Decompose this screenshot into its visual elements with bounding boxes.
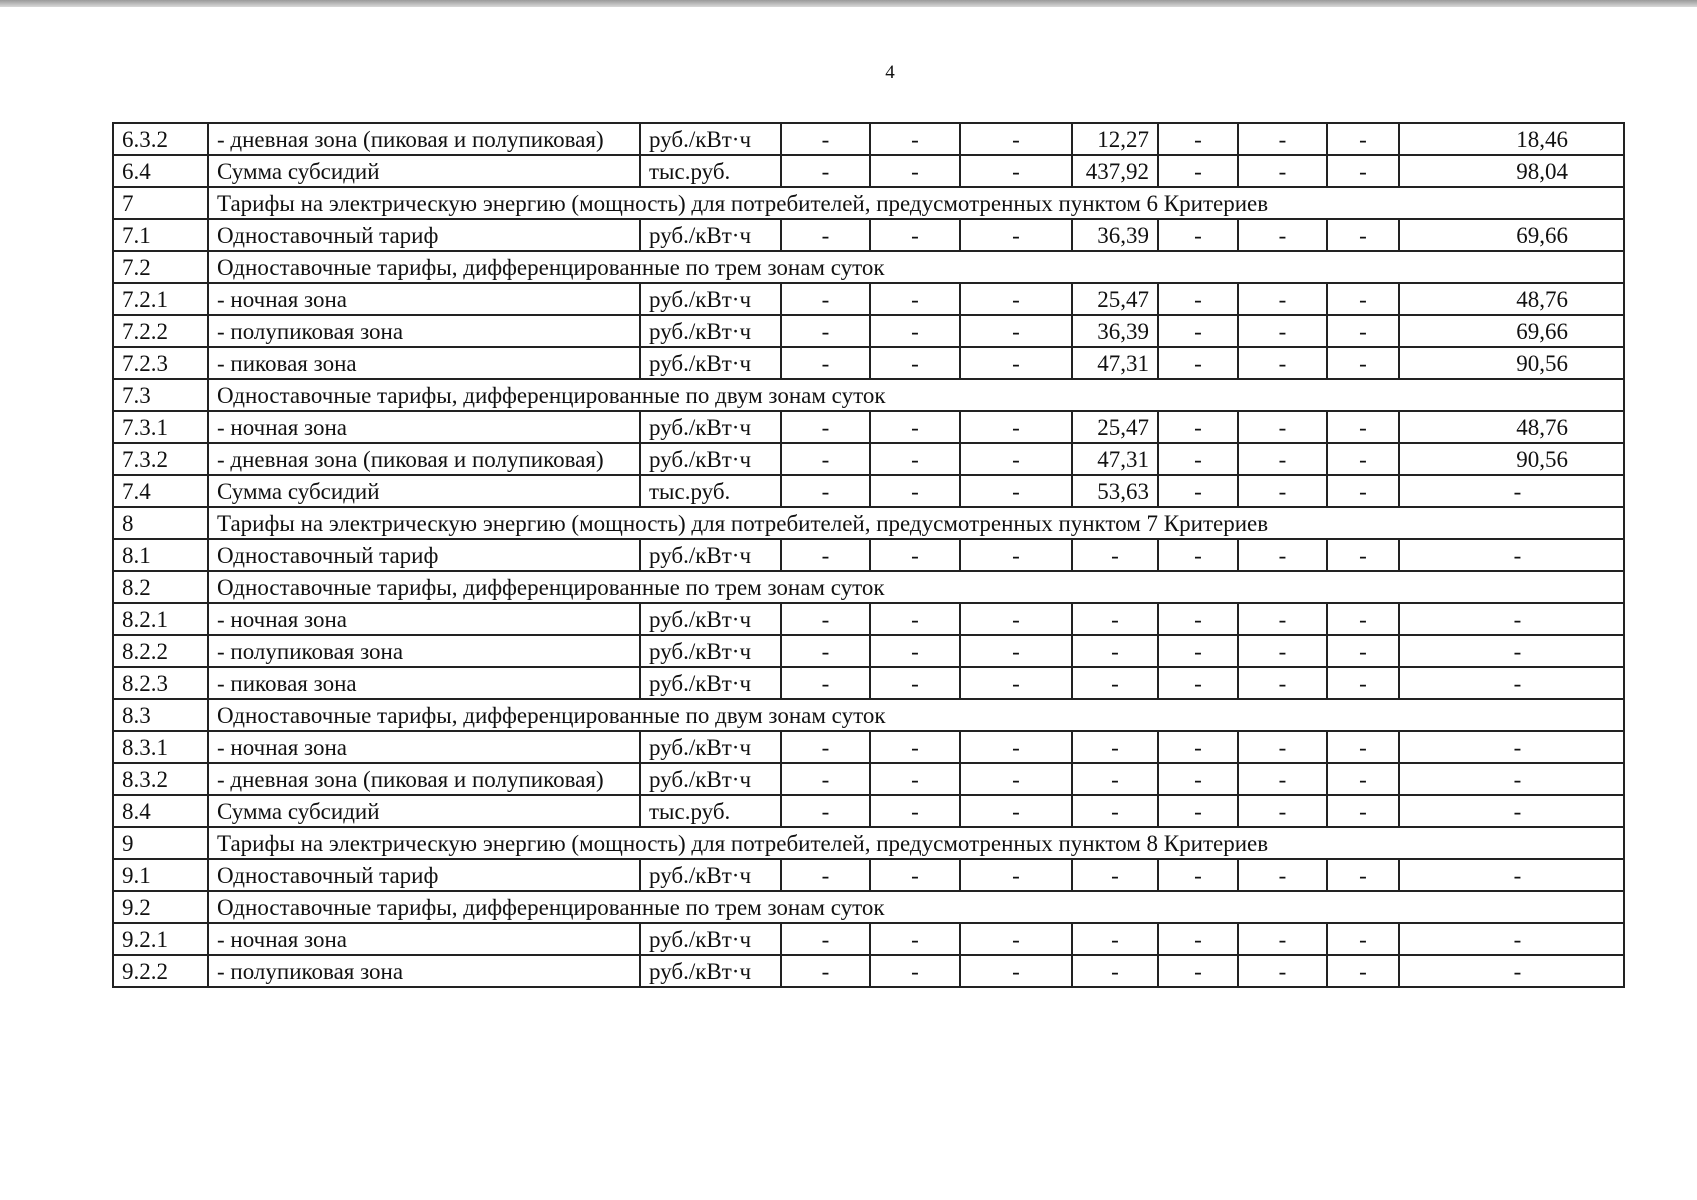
table-row xyxy=(113,411,1624,443)
section-title: Одноставочные тарифы, дифференцированные по двум зонам суток xyxy=(208,379,1624,411)
value-cell: - xyxy=(1327,859,1399,891)
row-name: - ночная зона xyxy=(208,283,640,315)
value-cell: - xyxy=(870,955,960,987)
value-cell: - xyxy=(1327,795,1399,827)
value-cell: - xyxy=(870,475,960,507)
value-cell: - xyxy=(781,411,870,443)
value-cell: - xyxy=(960,283,1072,315)
row-code: 8.2.2 xyxy=(113,635,208,667)
value-cell: - xyxy=(960,219,1072,251)
value-cell: - xyxy=(1327,635,1399,667)
row-unit: руб./кВт·ч xyxy=(640,539,781,571)
row-code: 7.4 xyxy=(113,475,208,507)
value-cell: - xyxy=(870,123,960,155)
section-row xyxy=(113,507,1624,539)
value-cell: - xyxy=(960,123,1072,155)
section-code: 8.3 xyxy=(113,699,208,731)
row-code: 6.3.2 xyxy=(113,123,208,155)
row-name: - ночная зона xyxy=(208,923,640,955)
value-cell: 47,31 xyxy=(1072,347,1158,379)
value-cell: 437,92 xyxy=(1072,155,1158,187)
value-cell: - xyxy=(1158,731,1238,763)
value-cell: 48,76 xyxy=(1399,411,1624,443)
value-cell: - xyxy=(1072,763,1158,795)
row-code: 8.2.1 xyxy=(113,603,208,635)
section-row xyxy=(113,891,1624,923)
value-cell: - xyxy=(960,955,1072,987)
table-row xyxy=(113,347,1624,379)
tariff-table xyxy=(112,122,1625,988)
value-cell: - xyxy=(1158,123,1238,155)
row-code: 9.1 xyxy=(113,859,208,891)
value-cell: - xyxy=(1327,763,1399,795)
value-cell: - xyxy=(1072,923,1158,955)
row-code: 7.2.2 xyxy=(113,315,208,347)
value-cell: - xyxy=(960,155,1072,187)
value-cell: - xyxy=(1158,859,1238,891)
value-cell: - xyxy=(960,539,1072,571)
table-row xyxy=(113,219,1624,251)
row-code: 6.4 xyxy=(113,155,208,187)
section-code: 7.2 xyxy=(113,251,208,283)
row-unit: руб./кВт·ч xyxy=(640,219,781,251)
value-cell: - xyxy=(781,635,870,667)
table-row xyxy=(113,155,1624,187)
row-unit: руб./кВт·ч xyxy=(640,763,781,795)
row-name: - дневная зона (пиковая и полупиковая) xyxy=(208,763,640,795)
row-name: - полупиковая зона xyxy=(208,955,640,987)
row-code: 8.3.1 xyxy=(113,731,208,763)
table-row xyxy=(113,667,1624,699)
row-name: - ночная зона xyxy=(208,731,640,763)
row-code: 7.3.1 xyxy=(113,411,208,443)
value-cell: - xyxy=(1072,955,1158,987)
value-cell: - xyxy=(1158,155,1238,187)
value-cell: - xyxy=(1327,475,1399,507)
value-cell: - xyxy=(870,731,960,763)
table-row xyxy=(113,955,1624,987)
value-cell: - xyxy=(781,731,870,763)
value-cell: - xyxy=(870,411,960,443)
value-cell: - xyxy=(781,763,870,795)
value-cell: - xyxy=(1158,923,1238,955)
section-row xyxy=(113,699,1624,731)
table-row xyxy=(113,731,1624,763)
row-code: 7.2.1 xyxy=(113,283,208,315)
value-cell: - xyxy=(1238,667,1327,699)
section-row xyxy=(113,251,1624,283)
row-name: Сумма субсидий xyxy=(208,795,640,827)
value-cell: - xyxy=(1238,955,1327,987)
row-code: 7.1 xyxy=(113,219,208,251)
value-cell: - xyxy=(1399,475,1624,507)
value-cell: - xyxy=(1327,731,1399,763)
section-code: 7.3 xyxy=(113,379,208,411)
value-cell: - xyxy=(960,763,1072,795)
row-code: 9.2.1 xyxy=(113,923,208,955)
row-name: - пиковая зона xyxy=(208,667,640,699)
table-row xyxy=(113,859,1624,891)
row-unit: руб./кВт·ч xyxy=(640,443,781,475)
value-cell: - xyxy=(1238,635,1327,667)
value-cell: - xyxy=(1072,539,1158,571)
row-code: 7.3.2 xyxy=(113,443,208,475)
value-cell: - xyxy=(960,315,1072,347)
value-cell: - xyxy=(781,443,870,475)
value-cell: - xyxy=(781,859,870,891)
table-row xyxy=(113,315,1624,347)
value-cell: - xyxy=(960,731,1072,763)
row-unit: руб./кВт·ч xyxy=(640,635,781,667)
section-code: 7 xyxy=(113,187,208,219)
section-code: 8 xyxy=(113,507,208,539)
value-cell: - xyxy=(1327,283,1399,315)
section-row xyxy=(113,379,1624,411)
row-code: 8.3.2 xyxy=(113,763,208,795)
value-cell: 36,39 xyxy=(1072,219,1158,251)
value-cell: - xyxy=(1327,219,1399,251)
table-row xyxy=(113,763,1624,795)
row-unit: руб./кВт·ч xyxy=(640,731,781,763)
value-cell: - xyxy=(1399,795,1624,827)
value-cell: - xyxy=(1158,667,1238,699)
value-cell: - xyxy=(1399,923,1624,955)
row-name: - ночная зона xyxy=(208,411,640,443)
value-cell: 25,47 xyxy=(1072,411,1158,443)
value-cell: - xyxy=(781,219,870,251)
section-title: Тарифы на электрическую энергию (мощность) для потребителей, предусмотренных пунктом 7 Критериев xyxy=(208,507,1624,539)
value-cell: - xyxy=(1327,955,1399,987)
value-cell: - xyxy=(1327,667,1399,699)
table-row xyxy=(113,123,1624,155)
value-cell: - xyxy=(1238,475,1327,507)
value-cell: - xyxy=(1238,923,1327,955)
value-cell: - xyxy=(1238,347,1327,379)
row-unit: руб./кВт·ч xyxy=(640,859,781,891)
value-cell: - xyxy=(781,475,870,507)
value-cell: - xyxy=(1399,859,1624,891)
row-name: - дневная зона (пиковая и полупиковая) xyxy=(208,443,640,475)
value-cell: - xyxy=(1072,603,1158,635)
value-cell: - xyxy=(960,603,1072,635)
value-cell: - xyxy=(960,443,1072,475)
value-cell: 47,31 xyxy=(1072,443,1158,475)
value-cell: - xyxy=(781,667,870,699)
row-unit: руб./кВт·ч xyxy=(640,603,781,635)
table-row xyxy=(113,283,1624,315)
value-cell: - xyxy=(781,155,870,187)
value-cell: 53,63 xyxy=(1072,475,1158,507)
row-unit: руб./кВт·ч xyxy=(640,315,781,347)
value-cell: - xyxy=(870,347,960,379)
section-title: Тарифы на электрическую энергию (мощность) для потребителей, предусмотренных пунктом 8 Критериев xyxy=(208,827,1624,859)
value-cell: - xyxy=(1238,219,1327,251)
value-cell: - xyxy=(1399,539,1624,571)
row-name: Сумма субсидий xyxy=(208,155,640,187)
table-row xyxy=(113,635,1624,667)
row-name: - ночная зона xyxy=(208,603,640,635)
value-cell: - xyxy=(870,539,960,571)
section-title: Одноставочные тарифы, дифференцированные по трем зонам суток xyxy=(208,251,1624,283)
value-cell: - xyxy=(1238,315,1327,347)
row-name: - полупиковая зона xyxy=(208,635,640,667)
value-cell: - xyxy=(1158,475,1238,507)
value-cell: - xyxy=(870,315,960,347)
row-name: - дневная зона (пиковая и полупиковая) xyxy=(208,123,640,155)
value-cell: 98,04 xyxy=(1399,155,1624,187)
value-cell: - xyxy=(781,923,870,955)
value-cell: - xyxy=(781,795,870,827)
section-title: Тарифы на электрическую энергию (мощность) для потребителей, предусмотренных пунктом 6 Критериев xyxy=(208,187,1624,219)
value-cell: - xyxy=(960,411,1072,443)
value-cell: - xyxy=(1158,603,1238,635)
value-cell: - xyxy=(1238,763,1327,795)
value-cell: - xyxy=(1327,443,1399,475)
row-unit: руб./кВт·ч xyxy=(640,411,781,443)
value-cell: - xyxy=(1158,411,1238,443)
value-cell: - xyxy=(1072,859,1158,891)
value-cell: - xyxy=(960,475,1072,507)
value-cell: 90,56 xyxy=(1399,443,1624,475)
value-cell: 18,46 xyxy=(1399,123,1624,155)
table-row xyxy=(113,539,1624,571)
section-title: Одноставочные тарифы, дифференцированные по двум зонам суток xyxy=(208,699,1624,731)
value-cell: - xyxy=(960,795,1072,827)
value-cell: - xyxy=(1072,635,1158,667)
row-name: Одноставочный тариф xyxy=(208,539,640,571)
table-body xyxy=(113,123,1624,987)
value-cell: - xyxy=(781,315,870,347)
section-title: Одноставочные тарифы, дифференцированные по трем зонам суток xyxy=(208,891,1624,923)
table-row xyxy=(113,923,1624,955)
table-row xyxy=(113,795,1624,827)
table-row xyxy=(113,475,1624,507)
row-unit: тыс.руб. xyxy=(640,795,781,827)
row-unit: руб./кВт·ч xyxy=(640,955,781,987)
value-cell: 90,56 xyxy=(1399,347,1624,379)
row-unit: руб./кВт·ч xyxy=(640,283,781,315)
row-name: Одноставочный тариф xyxy=(208,859,640,891)
row-unit: тыс.руб. xyxy=(640,475,781,507)
value-cell: - xyxy=(1238,283,1327,315)
value-cell: - xyxy=(960,635,1072,667)
value-cell: 25,47 xyxy=(1072,283,1158,315)
value-cell: - xyxy=(870,859,960,891)
value-cell: - xyxy=(1327,347,1399,379)
value-cell: - xyxy=(870,155,960,187)
value-cell: - xyxy=(1238,123,1327,155)
value-cell: - xyxy=(960,923,1072,955)
section-code: 9 xyxy=(113,827,208,859)
row-code: 7.2.3 xyxy=(113,347,208,379)
scan-edge xyxy=(0,0,1697,7)
value-cell: - xyxy=(1158,763,1238,795)
section-code: 9.2 xyxy=(113,891,208,923)
row-code: 8.4 xyxy=(113,795,208,827)
value-cell: - xyxy=(1158,315,1238,347)
value-cell: - xyxy=(781,539,870,571)
value-cell: - xyxy=(1327,923,1399,955)
value-cell: - xyxy=(1238,795,1327,827)
value-cell: - xyxy=(870,219,960,251)
row-code: 9.2.2 xyxy=(113,955,208,987)
value-cell: - xyxy=(1158,283,1238,315)
section-row xyxy=(113,571,1624,603)
value-cell: - xyxy=(870,283,960,315)
value-cell: 69,66 xyxy=(1399,315,1624,347)
value-cell: - xyxy=(1327,539,1399,571)
value-cell: - xyxy=(870,923,960,955)
value-cell: - xyxy=(1158,347,1238,379)
value-cell: - xyxy=(960,667,1072,699)
value-cell: - xyxy=(781,123,870,155)
value-cell: 12,27 xyxy=(1072,123,1158,155)
value-cell: - xyxy=(870,667,960,699)
value-cell: - xyxy=(870,795,960,827)
value-cell: - xyxy=(1238,443,1327,475)
value-cell: 36,39 xyxy=(1072,315,1158,347)
value-cell: - xyxy=(1399,731,1624,763)
table-row xyxy=(113,603,1624,635)
value-cell: - xyxy=(1238,603,1327,635)
value-cell: - xyxy=(870,763,960,795)
value-cell: - xyxy=(1399,603,1624,635)
value-cell: - xyxy=(1399,955,1624,987)
page-number: 4 xyxy=(885,62,895,83)
value-cell: - xyxy=(1158,795,1238,827)
value-cell: - xyxy=(781,955,870,987)
table-row xyxy=(113,443,1624,475)
value-cell: - xyxy=(870,635,960,667)
value-cell: - xyxy=(1327,123,1399,155)
value-cell: - xyxy=(1327,411,1399,443)
value-cell: - xyxy=(1327,315,1399,347)
value-cell: - xyxy=(960,859,1072,891)
row-code: 8.2.3 xyxy=(113,667,208,699)
row-unit: руб./кВт·ч xyxy=(640,923,781,955)
value-cell: - xyxy=(1158,443,1238,475)
value-cell: - xyxy=(1158,539,1238,571)
row-name: Сумма субсидий xyxy=(208,475,640,507)
value-cell: - xyxy=(781,603,870,635)
value-cell: - xyxy=(1238,731,1327,763)
row-name: - пиковая зона xyxy=(208,347,640,379)
value-cell: - xyxy=(1327,155,1399,187)
value-cell: - xyxy=(1399,635,1624,667)
value-cell: 69,66 xyxy=(1399,219,1624,251)
value-cell: - xyxy=(1238,539,1327,571)
value-cell: - xyxy=(1158,955,1238,987)
value-cell: - xyxy=(1399,763,1624,795)
value-cell: - xyxy=(1238,155,1327,187)
row-name: Одноставочный тариф xyxy=(208,219,640,251)
value-cell: - xyxy=(870,443,960,475)
value-cell: - xyxy=(1399,667,1624,699)
row-unit: руб./кВт·ч xyxy=(640,667,781,699)
value-cell: - xyxy=(1238,859,1327,891)
value-cell: - xyxy=(1072,795,1158,827)
value-cell: - xyxy=(781,347,870,379)
value-cell: - xyxy=(960,347,1072,379)
value-cell: - xyxy=(1072,667,1158,699)
value-cell: - xyxy=(781,283,870,315)
value-cell: 48,76 xyxy=(1399,283,1624,315)
value-cell: - xyxy=(1238,411,1327,443)
row-unit: руб./кВт·ч xyxy=(640,123,781,155)
value-cell: - xyxy=(1158,635,1238,667)
value-cell: - xyxy=(870,603,960,635)
value-cell: - xyxy=(1072,731,1158,763)
section-code: 8.2 xyxy=(113,571,208,603)
row-code: 8.1 xyxy=(113,539,208,571)
section-row xyxy=(113,187,1624,219)
row-unit: тыс.руб. xyxy=(640,155,781,187)
value-cell: - xyxy=(1158,219,1238,251)
section-title: Одноставочные тарифы, дифференцированные по трем зонам суток xyxy=(208,571,1624,603)
value-cell: - xyxy=(1327,603,1399,635)
row-unit: руб./кВт·ч xyxy=(640,347,781,379)
row-name: - полупиковая зона xyxy=(208,315,640,347)
section-row xyxy=(113,827,1624,859)
